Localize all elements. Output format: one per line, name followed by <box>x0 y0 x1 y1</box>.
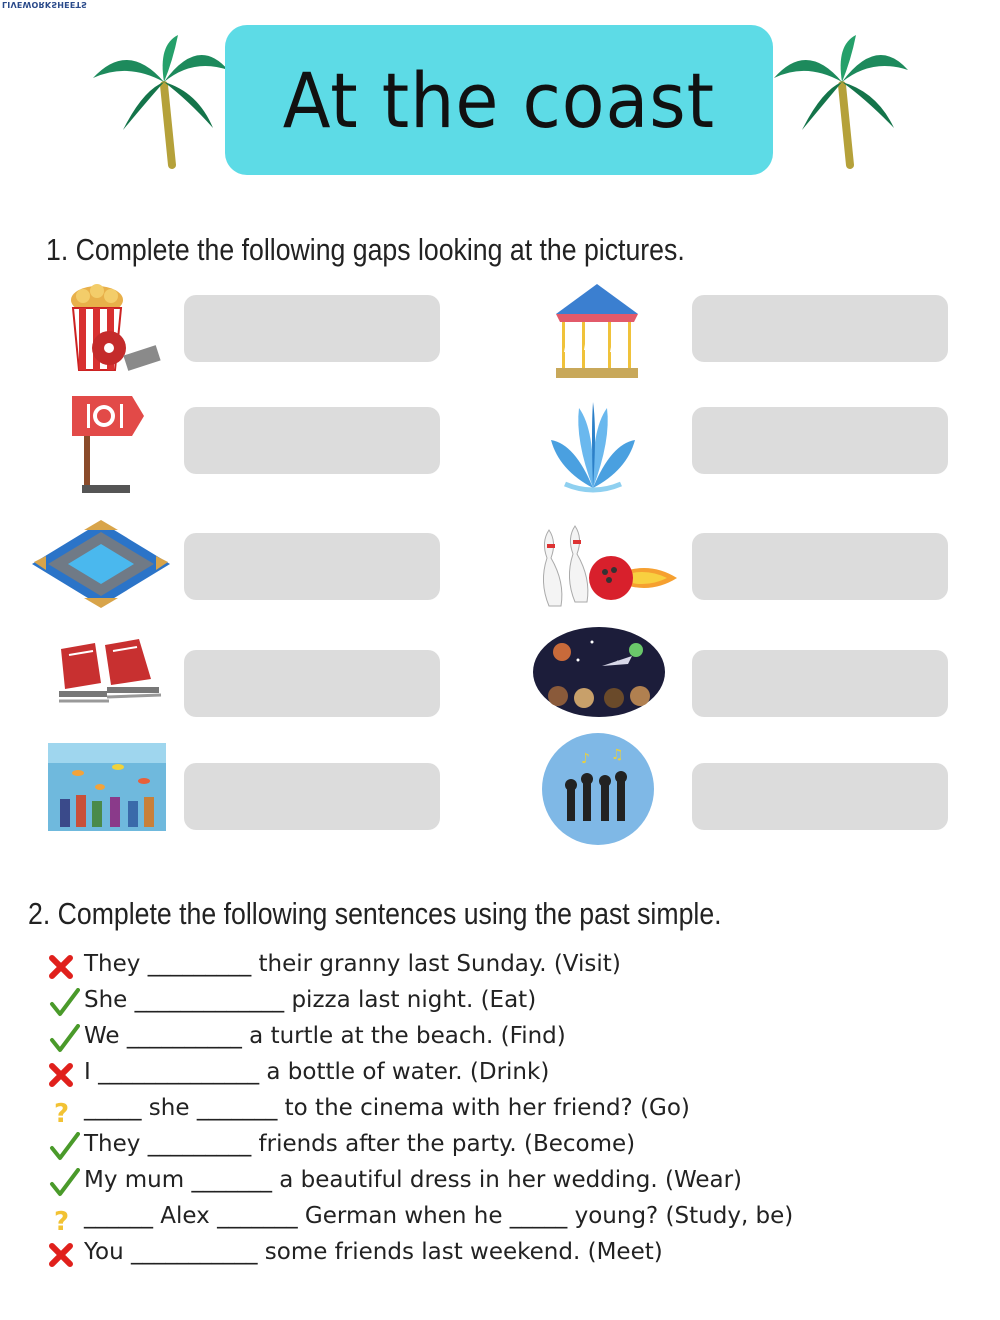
planetarium-icon <box>532 626 666 718</box>
sentence-text: We __________ a turtle at the beach. (Find) <box>84 1023 566 1049</box>
answer-gap-1[interactable] <box>184 295 440 362</box>
section2-heading: 2. Complete the following sentences using the past simple. <box>28 896 722 931</box>
check-icon <box>46 1024 80 1054</box>
check-icon <box>46 1132 80 1162</box>
answer-gap-3[interactable] <box>184 407 440 474</box>
palm-tree-right-icon <box>772 30 912 170</box>
ice-skates-icon <box>55 635 163 710</box>
concert-icon <box>541 733 655 845</box>
svg-text:♫: ♫ <box>611 747 624 763</box>
answer-gap-8[interactable] <box>692 650 948 717</box>
fairground-carousel-icon <box>550 280 644 384</box>
bowling-icon <box>535 522 681 612</box>
palm-tree-left-icon <box>88 30 228 170</box>
question-icon <box>46 1096 80 1126</box>
aquarium-icon <box>48 743 166 831</box>
svg-text:?: ? <box>54 1207 70 1234</box>
sentence-text: She _____________ pizza last night. (Eat) <box>84 987 537 1013</box>
cross-icon <box>46 1060 80 1090</box>
answer-gap-10[interactable] <box>692 763 948 830</box>
sentence-text: They _________ their granny last Sunday. (Visit) <box>84 951 621 977</box>
answer-gap-7[interactable] <box>184 650 440 717</box>
page-title: At the coast <box>282 55 716 145</box>
sentence-text: I ______________ a bottle of water. (Drink) <box>84 1059 550 1085</box>
sentence-text: ______ Alex _______ German when he _____ young? (Study, be) <box>84 1203 794 1229</box>
sentence-text: My mum _______ a beautiful dress in her wedding. (Wear) <box>84 1167 743 1193</box>
answer-gap-6[interactable] <box>692 533 948 600</box>
check-icon <box>46 988 80 1018</box>
cinema-icon <box>65 282 165 377</box>
title-banner <box>225 25 773 175</box>
question-icon <box>46 1204 80 1234</box>
cross-icon <box>46 952 80 982</box>
answer-gap-5[interactable] <box>184 533 440 600</box>
aquapark-icon <box>545 400 641 496</box>
watermark-logo: LIVEWORKSHEETS <box>2 0 88 9</box>
sentence-text: You ___________ some friends last weekend. (Meet) <box>84 1239 663 1265</box>
svg-text:♪: ♪ <box>581 751 590 767</box>
racetrack-icon <box>28 518 174 610</box>
restaurant-sign-icon <box>70 390 150 495</box>
answer-gap-4[interactable] <box>692 407 948 474</box>
sentence-text: _____ she _______ to the cinema with her friend? (Go) <box>84 1095 690 1121</box>
cross-icon <box>46 1240 80 1270</box>
answer-gap-9[interactable] <box>184 763 440 830</box>
section1-heading: 1. Complete the following gaps looking at the pictures. <box>46 232 685 267</box>
answer-gap-2[interactable] <box>692 295 948 362</box>
svg-text:?: ? <box>54 1099 70 1126</box>
check-icon <box>46 1168 80 1198</box>
sentence-text: They _________ friends after the party. (Become) <box>84 1131 636 1157</box>
